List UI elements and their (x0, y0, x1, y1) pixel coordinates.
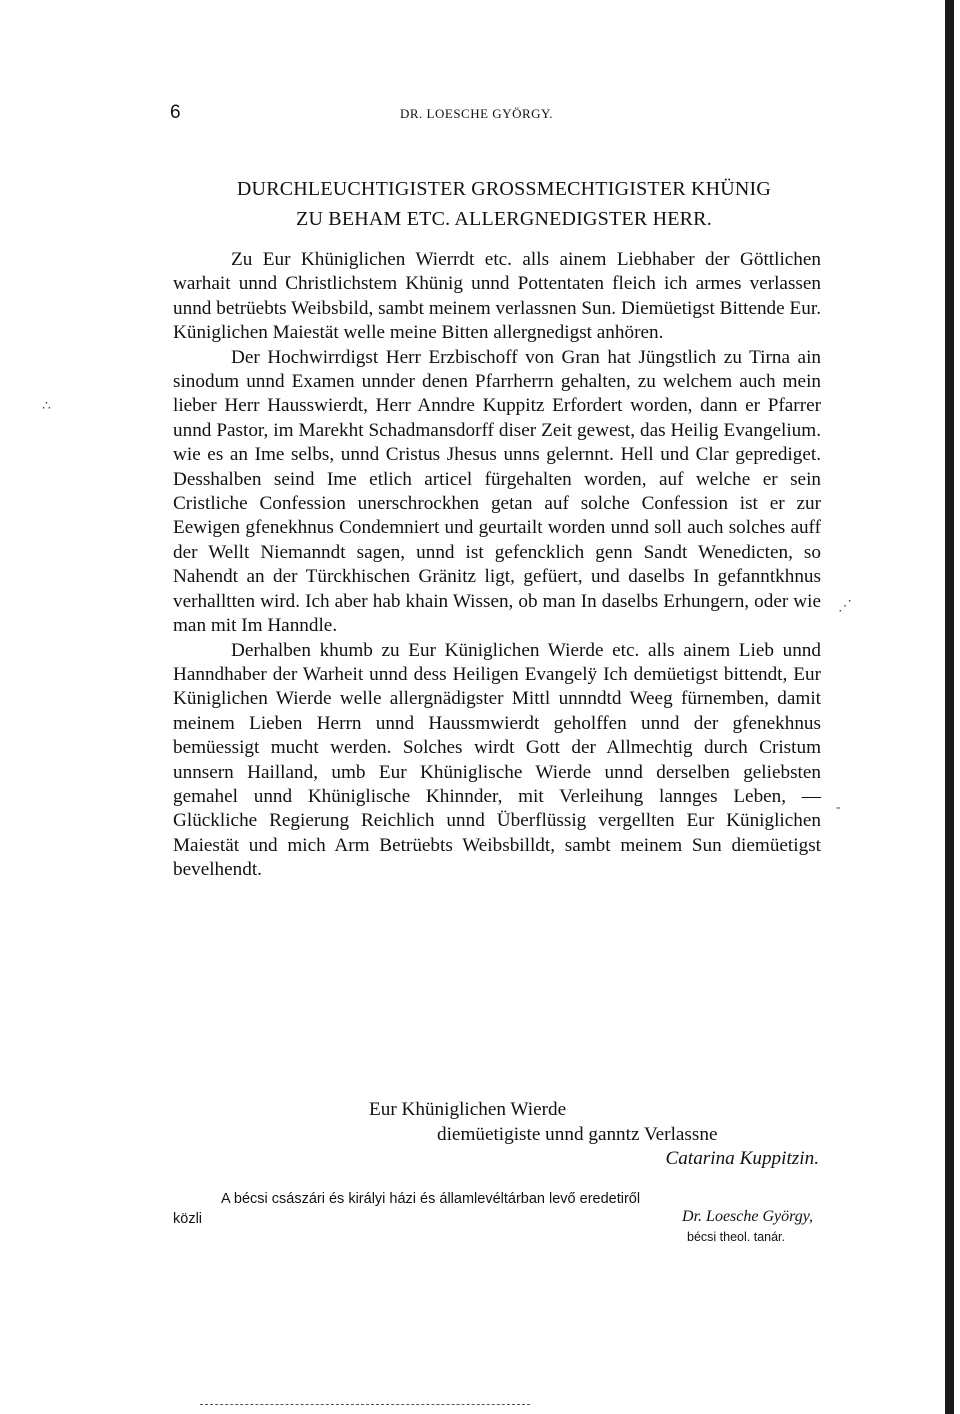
closing-line-2: diemüetigiste unnd ganntz Verlassne (437, 1123, 718, 1145)
closing-line-1: Eur Khüniglichen Wierde (369, 1099, 567, 1120)
title-line-2: ZU BEHAM ETC. ALLERGNEDIGSTER HERR. (296, 208, 712, 230)
source-note (173, 1190, 821, 1246)
editor-name: Dr. Loesche György, (682, 1208, 813, 1225)
page-number: 6 (170, 102, 181, 123)
paragraph-2: Der Hochwirrdigst Herr Erzbischoff von Gran hat Jüngstlich zu Tirna ain sinodum unnd Examen unnder denen Pfarrherrn gehalten, zu welchem auch mein lieber Herr Hausswierdt, Herr Anndre Kuppitz Erfordert worden, dann er Pfarrer unnd Pastor, im Marekht Schadmansdorff diser Zeit gewest, das Heilig Evangelium. wie es an Ime selbs, unnd Cristus Jhesus unns gelernnt. Hell und Clar geprediget. Desshalben seind Ime etlich articel fürgehalten worden, auf welche er sein Cristliche Confession unerschrockhen getan auf solche Confession ist er zur Eewigen gfenekhnus Condemniert und geurtailt worden unnd soll auch solches auff der Wellt Niemanndt sagen, unnd ist gefencklich genn Sandt Wenedicten, so Nahendt an der Türckhischen Gränitz ligt, gefüert, und daselbs In gefanntkhnus verhalltten wird. Ich aber hab khain Wissen, ob man In daselbs Erhungern, oder wie man mit Im Hanndle. (173, 346, 821, 637)
source-row (173, 1208, 821, 1228)
margin-mark-left: ∴ (42, 399, 51, 414)
source-communicated: közli (173, 1211, 203, 1227)
letter-closing (173, 1098, 821, 1172)
letter-body (173, 248, 821, 883)
letter-title (174, 174, 834, 234)
scan-edge-bar (945, 0, 954, 1414)
margin-dash: - (836, 800, 841, 815)
signature: Catarina Kuppitzin. (665, 1148, 819, 1170)
paragraph-1: Zu Eur Khüniglichen Wierrdt etc. alls ainem Liebhaber der Göttlichen warhait unnd Christlichstem Khünig unnd Pottentaten fleich ich armes verlassen unnd betrüebts Weibsbild, sambt meinem verlassnen Sun. Diemüetigst Bittende Eur. Küniglichen Maiestät welle meine Bitten allergnedigst anhören. (173, 249, 821, 344)
running-head: DR. LOESCHE GYÖRGY. (400, 106, 553, 121)
source-line-1: A bécsi császári és királyi házi és államlevéltárban levő eredetiről (221, 1191, 641, 1207)
title-line-1: DURCHLEUCHTIGISTER GROSSMECHTIGISTER KHÜNIG (236, 178, 772, 200)
page-header (170, 102, 820, 126)
paragraph-3: Derhalben khumb zu Eur Küniglichen Wierde etc. alls ainem Lieb unnd Hanndhaber der Warheit unnd dess Heiligen Evangelÿ Ich demüetigst bittendt, Eur Küniglichen Wierde welle allergnädigster Mittl unnndtd Weeg fürnemben, damit meinem Lieben Herrn unnd Haussmwierdt geholffen unnd der gfenekhnus bemüessigt mucht werden. Solches wirdt Gott der Allmechtig durch Cristum unnsern Hailland, umb Eur Khüniglische Wierde unnd derselben geliebsten gemahel unnd Khüniglische Khinnder, mit Verleihung lannges Leben, — Glückliche Regierung Reichlich unnd Überflüssig vergellten Eur Küniglichen Maiestät und mich Arm Betrüebts Weibsbilldt, sambt meinem Sun diemüetigst bevelhendt. (173, 639, 821, 881)
margin-mark-right: ⋰ (838, 599, 852, 614)
editor-title: bécsi theol. tanár. (687, 1230, 785, 1244)
bottom-scan-line (200, 1404, 530, 1405)
